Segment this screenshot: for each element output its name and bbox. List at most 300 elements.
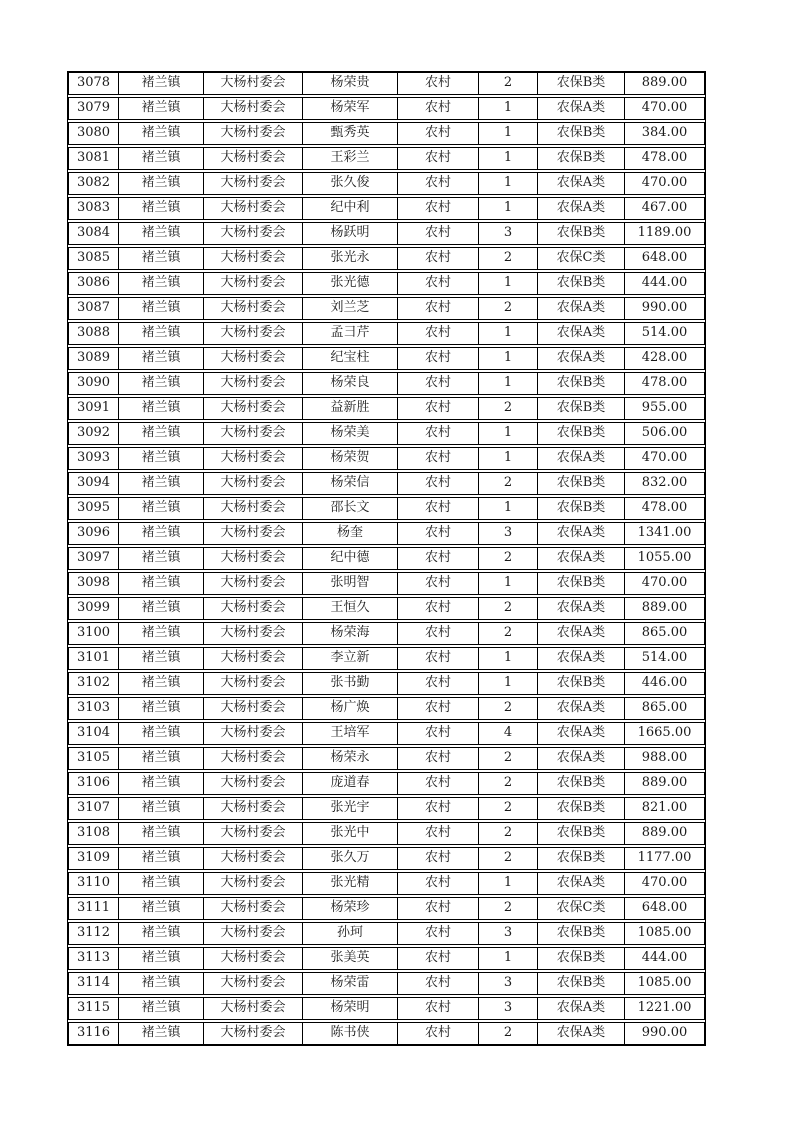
cell-name: 庞道春 [303, 773, 398, 794]
cell-category: 农村 [398, 973, 479, 994]
cell-insurance_type: 农保C类 [538, 898, 625, 919]
cell-town: 褚兰镇 [119, 673, 204, 694]
table-row [68, 797, 705, 820]
cell-amount: 506.00 [641, 425, 688, 440]
cell-village: 大杨村委会 [204, 373, 303, 394]
cell-insurance_type: 农保A类 [538, 173, 625, 194]
table-row [68, 672, 705, 695]
cell-insurance_type: 农保B类 [538, 673, 625, 694]
table-row [68, 872, 705, 895]
cell-serial: 3102 [69, 673, 119, 694]
cell-town: 褚兰镇 [119, 273, 204, 294]
cell-serial: 3085 [69, 248, 119, 269]
cell-name: 杨跃明 [303, 223, 398, 244]
cell-serial: 3105 [69, 748, 119, 769]
cell-count: 2 [479, 73, 538, 94]
cell-amount: 648.00 [641, 250, 688, 265]
cell-village: 大杨村委会 [204, 198, 303, 219]
cell-category: 农村 [398, 348, 479, 369]
cell-count: 2 [479, 848, 538, 869]
cell-village: 大杨村委会 [204, 523, 303, 544]
cell-category: 农村 [398, 373, 479, 394]
cell-village: 大杨村委会 [204, 173, 303, 194]
cell-amount: 470.00 [641, 450, 688, 465]
cell-count: 1 [479, 148, 538, 169]
cell-name: 杨荣良 [303, 373, 398, 394]
cell-name: 张光永 [303, 248, 398, 269]
cell-category: 农村 [398, 848, 479, 869]
cell-name: 纪中利 [303, 198, 398, 219]
table-row [68, 972, 705, 995]
cell-count: 1 [479, 498, 538, 519]
cell-name: 李立新 [303, 648, 398, 669]
table-row [68, 272, 705, 295]
cell-town: 褚兰镇 [119, 73, 204, 94]
cell-name: 纪中德 [303, 548, 398, 569]
cell-serial: 3082 [69, 173, 119, 194]
table-row [68, 397, 705, 420]
cell-serial: 3097 [69, 548, 119, 569]
cell-name: 杨荣贵 [303, 73, 398, 94]
cell-serial: 3087 [69, 298, 119, 319]
cell-category: 农村 [398, 873, 479, 894]
cell-village: 大杨村委会 [204, 248, 303, 269]
cell-town: 褚兰镇 [119, 223, 204, 244]
cell-name: 杨荣明 [303, 998, 398, 1019]
cell-serial: 3112 [69, 923, 119, 944]
cell-insurance_type: 农保B类 [538, 423, 625, 444]
cell-name: 杨荣雷 [303, 973, 398, 994]
cell-serial: 3103 [69, 698, 119, 719]
cell-serial: 3092 [69, 423, 119, 444]
table-row [68, 172, 705, 195]
cell-serial: 3088 [69, 323, 119, 344]
cell-amount: 428.00 [641, 350, 688, 365]
cell-serial: 3104 [69, 723, 119, 744]
cell-insurance_type: 农保A类 [538, 198, 625, 219]
cell-count: 3 [479, 923, 538, 944]
cell-category: 农村 [398, 598, 479, 619]
cell-village: 大杨村委会 [204, 398, 303, 419]
cell-serial: 3109 [69, 848, 119, 869]
cell-village: 大杨村委会 [204, 773, 303, 794]
cell-insurance_type: 农保A类 [538, 598, 625, 619]
cell-town: 褚兰镇 [119, 648, 204, 669]
cell-count: 3 [479, 998, 538, 1019]
cell-insurance_type: 农保A类 [538, 348, 625, 369]
cell-town: 褚兰镇 [119, 623, 204, 644]
cell-amount: 478.00 [641, 150, 688, 165]
cell-count: 2 [479, 898, 538, 919]
cell-serial: 3107 [69, 798, 119, 819]
cell-town: 褚兰镇 [119, 1023, 204, 1044]
cell-insurance_type: 农保B类 [538, 923, 625, 944]
cell-village: 大杨村委会 [204, 673, 303, 694]
cell-town: 褚兰镇 [119, 323, 204, 344]
cell-village: 大杨村委会 [204, 448, 303, 469]
cell-count: 1 [479, 423, 538, 444]
cell-name: 益新胜 [303, 398, 398, 419]
cell-category: 农村 [398, 448, 479, 469]
table-row [68, 297, 705, 320]
cell-name: 张明智 [303, 573, 398, 594]
cell-town: 褚兰镇 [119, 548, 204, 569]
cell-name: 杨广焕 [303, 698, 398, 719]
table-row [68, 647, 705, 670]
table-row [68, 122, 705, 145]
cell-amount: 444.00 [641, 275, 688, 290]
table-row [68, 197, 705, 220]
cell-serial: 3095 [69, 498, 119, 519]
cell-amount: 1055.00 [637, 550, 692, 565]
cell-town: 褚兰镇 [119, 873, 204, 894]
cell-village: 大杨村委会 [204, 748, 303, 769]
cell-name: 纪宝柱 [303, 348, 398, 369]
cell-town: 褚兰镇 [119, 973, 204, 994]
cell-insurance_type: 农保A类 [538, 323, 625, 344]
cell-amount: 1085.00 [637, 925, 692, 940]
cell-town: 褚兰镇 [119, 123, 204, 144]
table-row [68, 997, 705, 1020]
cell-village: 大杨村委会 [204, 98, 303, 119]
cell-count: 2 [479, 398, 538, 419]
cell-amount: 446.00 [641, 675, 688, 690]
table-row [68, 497, 705, 520]
cell-town: 褚兰镇 [119, 448, 204, 469]
cell-village: 大杨村委会 [204, 723, 303, 744]
cell-name: 张光德 [303, 273, 398, 294]
cell-amount: 889.00 [641, 600, 688, 615]
table-row [68, 522, 705, 545]
table-row [68, 147, 705, 170]
cell-count: 1 [479, 273, 538, 294]
cell-name: 王彩兰 [303, 148, 398, 169]
cell-insurance_type: 农保A类 [538, 523, 625, 544]
table-row [68, 847, 705, 870]
cell-category: 农村 [398, 898, 479, 919]
cell-insurance_type: 农保B类 [538, 373, 625, 394]
cell-serial: 3080 [69, 123, 119, 144]
cell-village: 大杨村委会 [204, 123, 303, 144]
cell-name: 杨荣永 [303, 748, 398, 769]
cell-village: 大杨村委会 [204, 423, 303, 444]
cell-insurance_type: 农保A类 [538, 298, 625, 319]
cell-amount: 514.00 [641, 650, 688, 665]
cell-serial: 3116 [69, 1023, 119, 1044]
table-row [68, 622, 705, 645]
cell-category: 农村 [398, 423, 479, 444]
cell-village: 大杨村委会 [204, 873, 303, 894]
cell-insurance_type: 农保A类 [538, 648, 625, 669]
cell-category: 农村 [398, 223, 479, 244]
cell-town: 褚兰镇 [119, 723, 204, 744]
cell-category: 农村 [398, 248, 479, 269]
cell-name: 张美英 [303, 948, 398, 969]
cell-serial: 3083 [69, 198, 119, 219]
cell-village: 大杨村委会 [204, 848, 303, 869]
cell-town: 褚兰镇 [119, 748, 204, 769]
table-row [68, 347, 705, 370]
cell-serial: 3081 [69, 148, 119, 169]
cell-insurance_type: 农保B类 [538, 223, 625, 244]
cell-name: 甄秀英 [303, 123, 398, 144]
cell-insurance_type: 农保B类 [538, 123, 625, 144]
cell-amount: 467.00 [641, 200, 688, 215]
cell-name: 张书勤 [303, 673, 398, 694]
cell-serial: 3091 [69, 398, 119, 419]
cell-serial: 3096 [69, 523, 119, 544]
table-row [68, 472, 705, 495]
cell-category: 农村 [398, 498, 479, 519]
cell-serial: 3090 [69, 373, 119, 394]
cell-count: 2 [479, 748, 538, 769]
cell-town: 褚兰镇 [119, 948, 204, 969]
cell-category: 农村 [398, 98, 479, 119]
cell-village: 大杨村委会 [204, 548, 303, 569]
table-row [68, 922, 705, 945]
cell-town: 褚兰镇 [119, 823, 204, 844]
cell-count: 2 [479, 773, 538, 794]
cell-amount: 384.00 [641, 125, 688, 140]
cell-serial: 3100 [69, 623, 119, 644]
cell-category: 农村 [398, 523, 479, 544]
cell-serial: 3079 [69, 98, 119, 119]
cell-serial: 3106 [69, 773, 119, 794]
cell-village: 大杨村委会 [204, 623, 303, 644]
cell-insurance_type: 农保B类 [538, 973, 625, 994]
cell-amount: 470.00 [641, 875, 688, 890]
cell-serial: 3084 [69, 223, 119, 244]
cell-village: 大杨村委会 [204, 598, 303, 619]
cell-village: 大杨村委会 [204, 73, 303, 94]
table-row [68, 372, 705, 395]
cell-serial: 3114 [69, 973, 119, 994]
cell-name: 杨荣珍 [303, 898, 398, 919]
cell-insurance_type: 农保A类 [538, 98, 625, 119]
cell-name: 孟彐芹 [303, 323, 398, 344]
cell-category: 农村 [398, 123, 479, 144]
cell-serial: 3089 [69, 348, 119, 369]
cell-category: 农村 [398, 323, 479, 344]
cell-count: 1 [479, 373, 538, 394]
cell-village: 大杨村委会 [204, 948, 303, 969]
cell-count: 1 [479, 323, 538, 344]
cell-name: 张久万 [303, 848, 398, 869]
cell-amount: 889.00 [641, 775, 688, 790]
cell-insurance_type: 农保B类 [538, 398, 625, 419]
cell-count: 1 [479, 448, 538, 469]
table-row [68, 447, 705, 470]
cell-town: 褚兰镇 [119, 923, 204, 944]
cell-name: 孙珂 [303, 923, 398, 944]
cell-name: 杨荣信 [303, 473, 398, 494]
cell-count: 2 [479, 698, 538, 719]
cell-serial: 3101 [69, 648, 119, 669]
cell-category: 农村 [398, 773, 479, 794]
cell-amount: 889.00 [641, 75, 688, 90]
cell-insurance_type: 农保A类 [538, 623, 625, 644]
table-row [68, 547, 705, 570]
cell-insurance_type: 农保A类 [538, 1023, 625, 1044]
cell-count: 2 [479, 473, 538, 494]
cell-town: 褚兰镇 [119, 148, 204, 169]
cell-amount: 1341.00 [637, 525, 692, 540]
table-row [68, 97, 705, 120]
cell-town: 褚兰镇 [119, 523, 204, 544]
cell-village: 大杨村委会 [204, 648, 303, 669]
cell-village: 大杨村委会 [204, 498, 303, 519]
cell-name: 杨荣海 [303, 623, 398, 644]
cell-town: 褚兰镇 [119, 398, 204, 419]
cell-count: 1 [479, 573, 538, 594]
cell-amount: 990.00 [641, 300, 688, 315]
table-row [68, 722, 705, 745]
cell-count: 4 [479, 723, 538, 744]
cell-town: 褚兰镇 [119, 423, 204, 444]
cell-serial: 3099 [69, 598, 119, 619]
cell-amount: 821.00 [641, 800, 688, 815]
cell-category: 农村 [398, 673, 479, 694]
cell-category: 农村 [398, 398, 479, 419]
cell-town: 褚兰镇 [119, 848, 204, 869]
cell-serial: 3094 [69, 473, 119, 494]
cell-name: 王恒久 [303, 598, 398, 619]
cell-category: 农村 [398, 798, 479, 819]
cell-name: 张光宇 [303, 798, 398, 819]
cell-insurance_type: 农保B类 [538, 773, 625, 794]
cell-amount: 1221.00 [637, 1000, 692, 1015]
cell-amount: 514.00 [641, 325, 688, 340]
cell-insurance_type: 农保A类 [538, 873, 625, 894]
cell-town: 褚兰镇 [119, 998, 204, 1019]
cell-amount: 470.00 [641, 575, 688, 590]
cell-category: 农村 [398, 748, 479, 769]
cell-category: 农村 [398, 298, 479, 319]
cell-serial: 3113 [69, 948, 119, 969]
cell-serial: 3115 [69, 998, 119, 1019]
table-row [68, 772, 705, 795]
cell-category: 农村 [398, 548, 479, 569]
cell-category: 农村 [398, 648, 479, 669]
cell-name: 陈书侠 [303, 1023, 398, 1044]
cell-village: 大杨村委会 [204, 998, 303, 1019]
cell-village: 大杨村委会 [204, 348, 303, 369]
cell-town: 褚兰镇 [119, 173, 204, 194]
cell-amount: 470.00 [641, 175, 688, 190]
cell-town: 褚兰镇 [119, 298, 204, 319]
cell-category: 农村 [398, 1023, 479, 1044]
cell-amount: 988.00 [641, 750, 688, 765]
cell-insurance_type: 农保B类 [538, 498, 625, 519]
cell-insurance_type: 农保B类 [538, 273, 625, 294]
cell-category: 农村 [398, 923, 479, 944]
table-row [68, 72, 705, 95]
table-row [68, 222, 705, 245]
cell-count: 1 [479, 873, 538, 894]
cell-serial: 3086 [69, 273, 119, 294]
cell-count: 2 [479, 823, 538, 844]
cell-village: 大杨村委会 [204, 698, 303, 719]
cell-town: 褚兰镇 [119, 373, 204, 394]
cell-insurance_type: 农保B类 [538, 823, 625, 844]
cell-count: 2 [479, 248, 538, 269]
cell-count: 2 [479, 548, 538, 569]
table-row [68, 572, 705, 595]
cell-category: 农村 [398, 173, 479, 194]
cell-name: 张久俊 [303, 173, 398, 194]
cell-village: 大杨村委会 [204, 573, 303, 594]
cell-amount: 648.00 [641, 900, 688, 915]
cell-amount: 1665.00 [637, 725, 692, 740]
cell-count: 1 [479, 173, 538, 194]
cell-town: 褚兰镇 [119, 198, 204, 219]
table-row [68, 822, 705, 845]
cell-count: 1 [479, 198, 538, 219]
cell-village: 大杨村委会 [204, 1023, 303, 1044]
cell-town: 褚兰镇 [119, 498, 204, 519]
cell-category: 农村 [398, 698, 479, 719]
cell-name: 杨荣军 [303, 98, 398, 119]
cell-category: 农村 [398, 198, 479, 219]
cell-amount: 832.00 [641, 475, 688, 490]
cell-category: 农村 [398, 998, 479, 1019]
payment-table [67, 71, 706, 1046]
cell-amount: 990.00 [641, 1025, 688, 1040]
cell-insurance_type: 农保A类 [538, 698, 625, 719]
table-row [68, 422, 705, 445]
cell-village: 大杨村委会 [204, 923, 303, 944]
cell-count: 3 [479, 523, 538, 544]
cell-insurance_type: 农保B类 [538, 948, 625, 969]
cell-town: 褚兰镇 [119, 773, 204, 794]
cell-amount: 865.00 [641, 700, 688, 715]
table-row [68, 897, 705, 920]
cell-village: 大杨村委会 [204, 223, 303, 244]
cell-amount: 1177.00 [637, 850, 692, 865]
cell-insurance_type: 农保B类 [538, 848, 625, 869]
cell-insurance_type: 农保C类 [538, 248, 625, 269]
cell-insurance_type: 农保A类 [538, 748, 625, 769]
cell-serial: 3111 [69, 898, 119, 919]
cell-village: 大杨村委会 [204, 798, 303, 819]
cell-village: 大杨村委会 [204, 148, 303, 169]
cell-serial: 3110 [69, 873, 119, 894]
table-row [68, 322, 705, 345]
cell-town: 褚兰镇 [119, 798, 204, 819]
cell-town: 褚兰镇 [119, 348, 204, 369]
cell-serial: 3098 [69, 573, 119, 594]
cell-insurance_type: 农保B类 [538, 73, 625, 94]
cell-count: 1 [479, 348, 538, 369]
cell-town: 褚兰镇 [119, 573, 204, 594]
cell-name: 杨荣美 [303, 423, 398, 444]
cell-category: 农村 [398, 73, 479, 94]
cell-count: 2 [479, 798, 538, 819]
cell-count: 2 [479, 1023, 538, 1044]
cell-count: 3 [479, 223, 538, 244]
cell-village: 大杨村委会 [204, 473, 303, 494]
cell-town: 褚兰镇 [119, 698, 204, 719]
cell-insurance_type: 农保B类 [538, 573, 625, 594]
cell-name: 王培军 [303, 723, 398, 744]
cell-category: 农村 [398, 273, 479, 294]
cell-amount: 955.00 [641, 400, 688, 415]
cell-insurance_type: 农保A类 [538, 548, 625, 569]
cell-town: 褚兰镇 [119, 98, 204, 119]
cell-name: 张光精 [303, 873, 398, 894]
cell-category: 农村 [398, 473, 479, 494]
table-row [68, 747, 705, 770]
